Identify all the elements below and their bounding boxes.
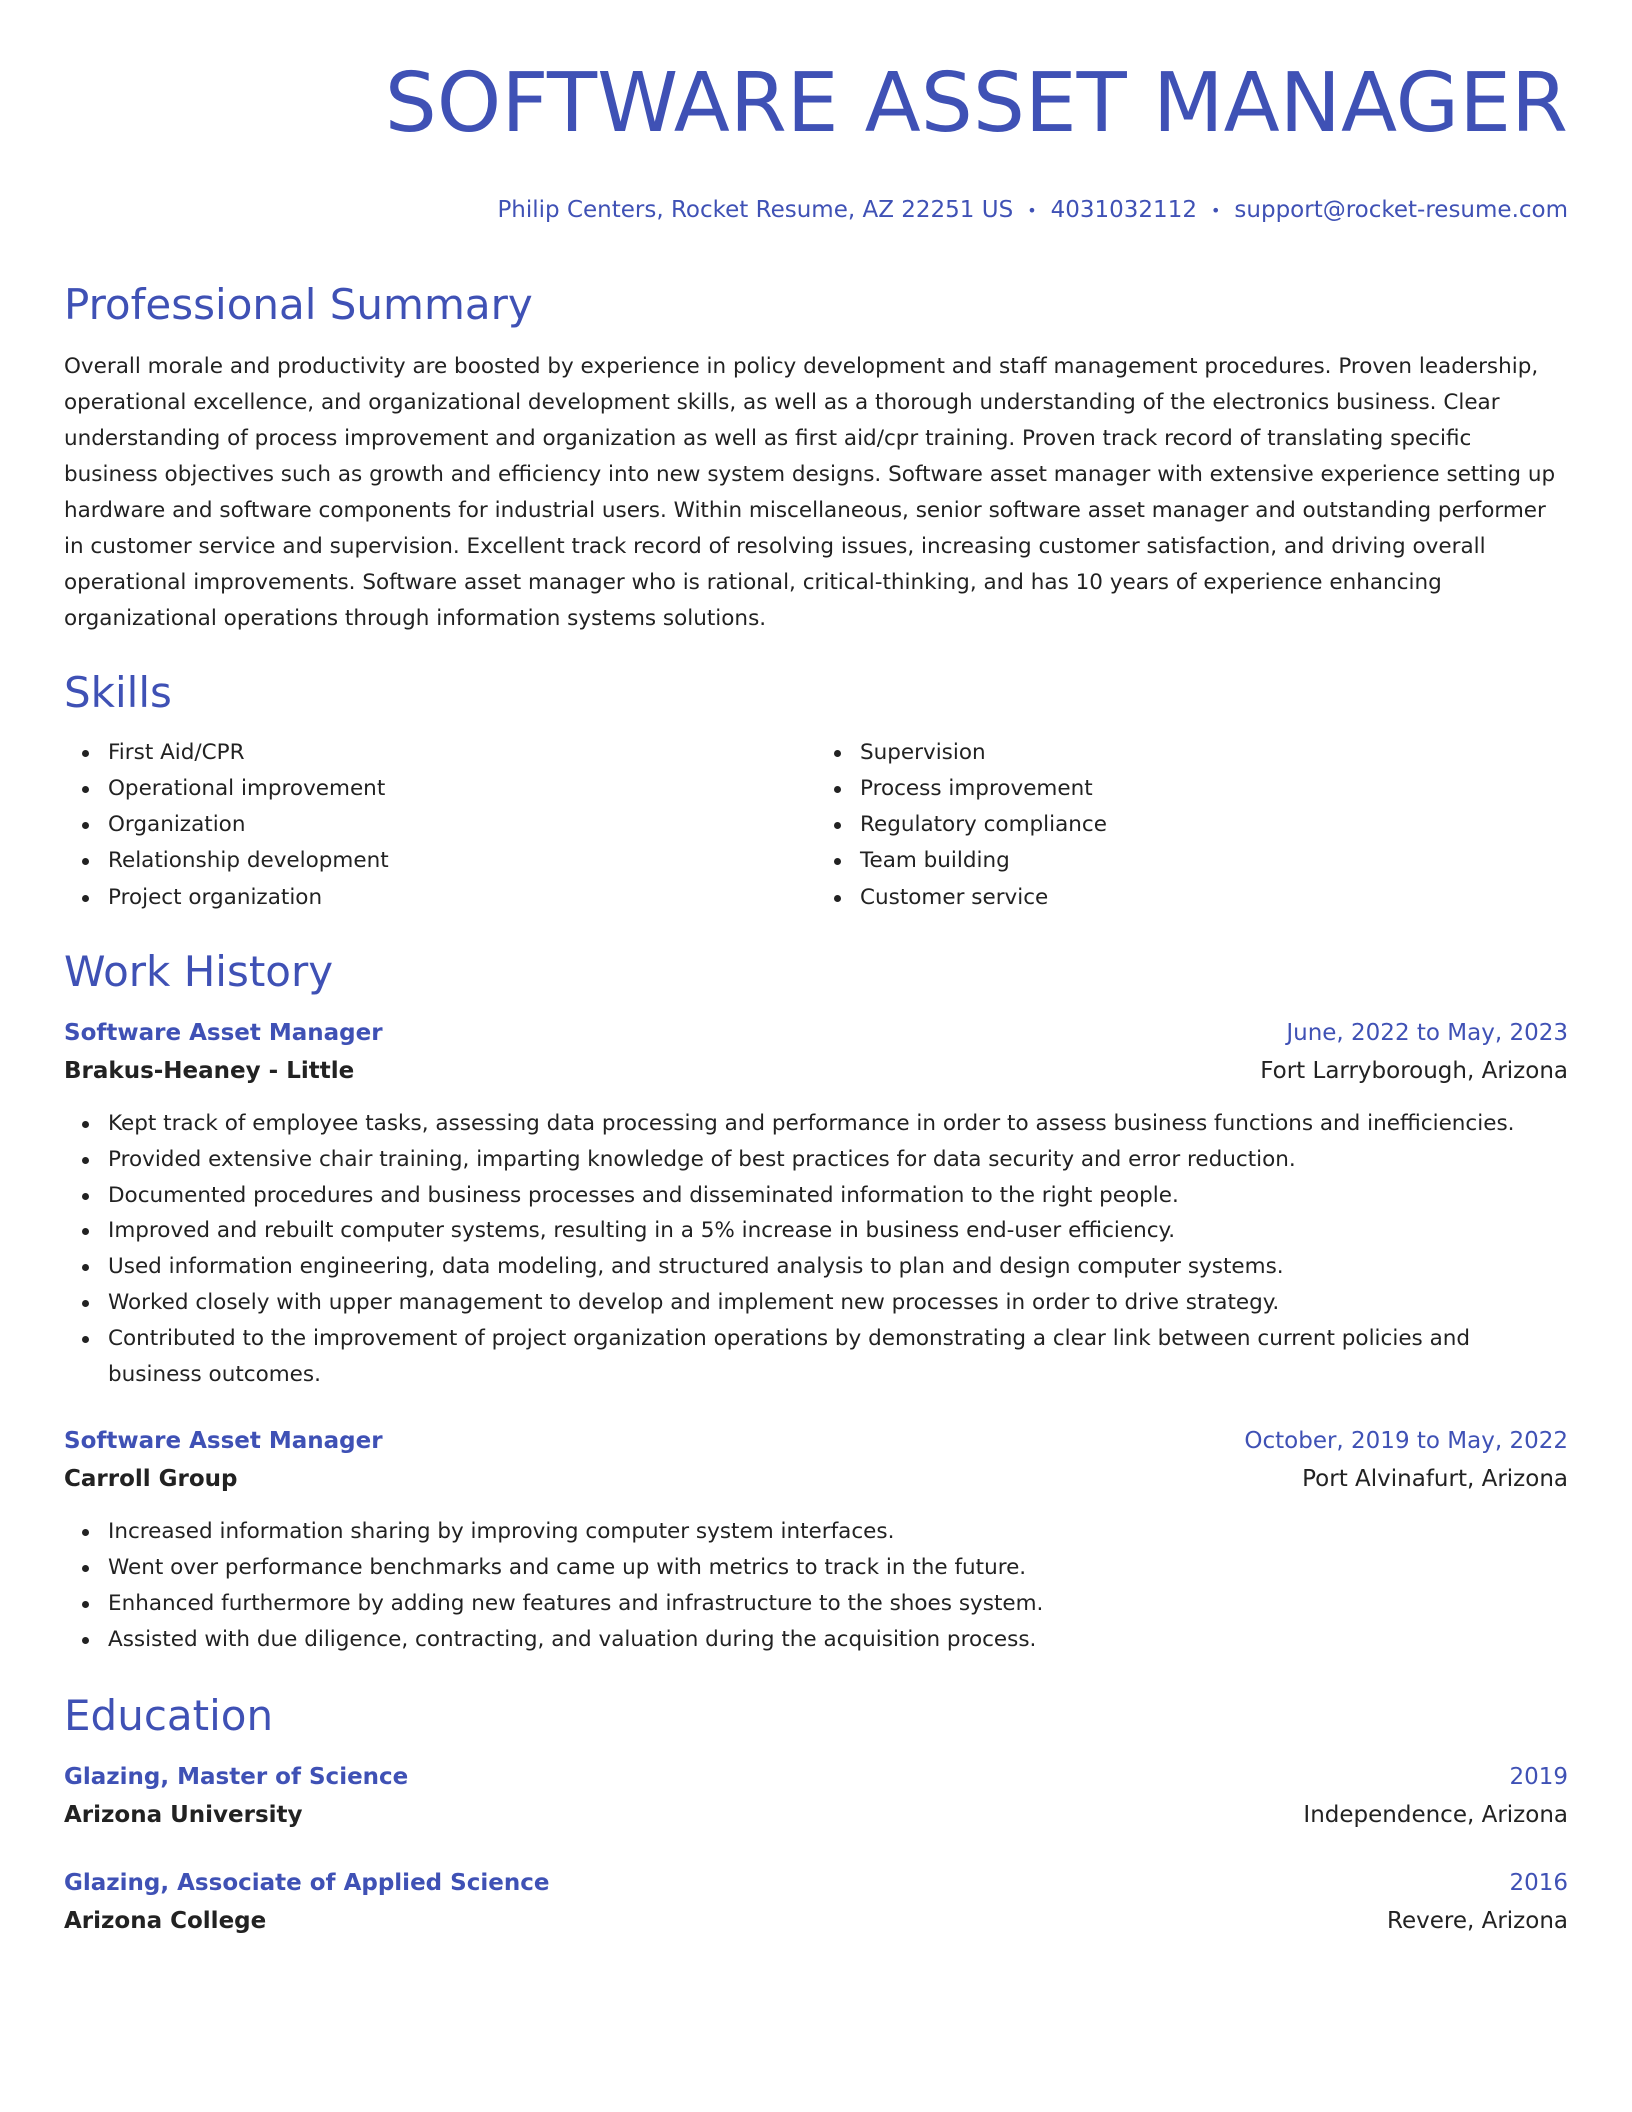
job-bullet: Enhanced furthermore by adding new features and infrastructure to the shoes system.: [108, 1586, 1568, 1622]
skill-item: Process improvement: [860, 771, 1568, 807]
job-company-row: [64, 1460, 1568, 1498]
school-location: Revere, Arizona: [1387, 1907, 1568, 1934]
job-title: Software Asset Manager: [64, 1428, 383, 1455]
job-bullet-list: [64, 1106, 1568, 1392]
job-bullet: Used information engineering, data modeling, and structured analysis to plan and design computer systems.: [108, 1249, 1568, 1285]
contact-address: Philip Centers, Rocket Resume, AZ 22251 US: [497, 197, 1014, 223]
education-entry: [64, 1864, 1568, 1940]
contact-phone: 4031032112: [1050, 197, 1197, 223]
graduation-year: 2016: [1509, 1869, 1568, 1896]
degree-title: Glazing, Associate of Applied Science: [64, 1869, 550, 1896]
skills-column-right: [816, 735, 1568, 916]
skill-item: Team building: [860, 843, 1568, 879]
job-location: Port Alvinafurt, Arizona: [1302, 1466, 1568, 1493]
skill-item: Operational improvement: [108, 771, 816, 807]
job-bullet: Kept track of employee tasks, assessing data processing and performance in order to assess business functions and inefficiencies.: [108, 1106, 1568, 1142]
work-history-heading: Work History: [64, 946, 334, 996]
job-bullet: Documented procedures and business processes and disseminated information to the right people.: [108, 1178, 1568, 1214]
education-heading: Education: [64, 1690, 274, 1740]
job-dates: October, 2019 to May, 2022: [1244, 1428, 1568, 1455]
skills-grid: [64, 735, 1568, 916]
skill-item: Regulatory compliance: [860, 807, 1568, 843]
skills-heading: Skills: [64, 667, 172, 717]
school-name: Arizona College: [64, 1907, 267, 1934]
degree-title: Glazing, Master of Science: [64, 1763, 409, 1790]
job-company: Brakus-Heaney - Little: [64, 1057, 355, 1084]
contact-email: support@rocket-resume.com: [1234, 197, 1568, 223]
job-bullet: Contributed to the improvement of project organization operations by demonstrating a clear link between current policies and business outcomes.: [108, 1321, 1568, 1393]
job-dates: June, 2022 to May, 2023: [1286, 1019, 1568, 1046]
job-bullet: Assisted with due diligence, contracting, and valuation during the acquisition process.: [108, 1622, 1568, 1658]
school-name: Arizona University: [64, 1801, 303, 1828]
contact-line: [64, 194, 1568, 227]
school-row: [64, 1796, 1568, 1834]
job-company-row: [64, 1052, 1568, 1090]
bullet-separator-icon: •: [1210, 200, 1221, 220]
job-entry: [64, 1014, 1568, 1392]
skills-column-left: [64, 735, 816, 916]
job-bullet-list: [64, 1514, 1568, 1657]
resume-title: SOFTWARE ASSET MANAGER: [384, 56, 1568, 151]
job-title: Software Asset Manager: [64, 1019, 383, 1046]
skill-item: First Aid/CPR: [108, 735, 816, 771]
degree-row: [64, 1864, 1568, 1902]
job-title-row: [64, 1422, 1568, 1460]
education-entry: [64, 1758, 1568, 1834]
summary-heading: Professional Summary: [64, 279, 533, 329]
job-company: Carroll Group: [64, 1466, 238, 1493]
skill-item: Supervision: [860, 735, 1568, 771]
skill-item: Customer service: [860, 880, 1568, 916]
skill-item: Project organization: [108, 880, 816, 916]
job-entry: [64, 1422, 1568, 1657]
job-title-row: [64, 1014, 1568, 1052]
summary-text: Overall morale and productivity are boosted by experience in policy development and staff management procedures. Proven leadership, operational excellence, and organizational development skills, as well as a thorough understanding of the electronics business. Clear understanding of process improvement and organization as well as first aid/cpr training. Proven track record of translating specific business objectives such as growth and efficiency into new system designs. Software asset manager with extensive experience setting up hardware and software components for industrial users. Within miscellaneous, senior software asset manager and outstanding performer in customer service and supervision. Excellent track record of resolving issues, increasing customer satisfaction, and driving overall operational improvements. Software asset manager who is rational, critical-thinking, and has 10 years of experience enhancing organizational operations through information systems solutions.: [64, 353, 1556, 631]
bullet-separator-icon: •: [1027, 200, 1037, 220]
skill-item: Organization: [108, 807, 816, 843]
job-bullet: Increased information sharing by improving computer system interfaces.: [108, 1514, 1568, 1550]
skill-item: Relationship development: [108, 843, 816, 879]
job-bullet: Worked closely with upper management to develop and implement new processes in order to drive strategy.: [108, 1285, 1568, 1321]
job-bullet: Provided extensive chair training, imparting knowledge of best practices for data security and error reduction.: [108, 1142, 1568, 1178]
job-bullet: Improved and rebuilt computer systems, resulting in a 5% increase in business end-user efficiency.: [108, 1213, 1568, 1249]
job-location: Fort Larryborough, Arizona: [1260, 1057, 1568, 1084]
graduation-year: 2019: [1509, 1763, 1568, 1790]
job-bullet: Went over performance benchmarks and came up with metrics to track in the future.: [108, 1550, 1568, 1586]
degree-row: [64, 1758, 1568, 1796]
school-location: Independence, Arizona: [1303, 1801, 1568, 1828]
school-row: [64, 1902, 1568, 1940]
